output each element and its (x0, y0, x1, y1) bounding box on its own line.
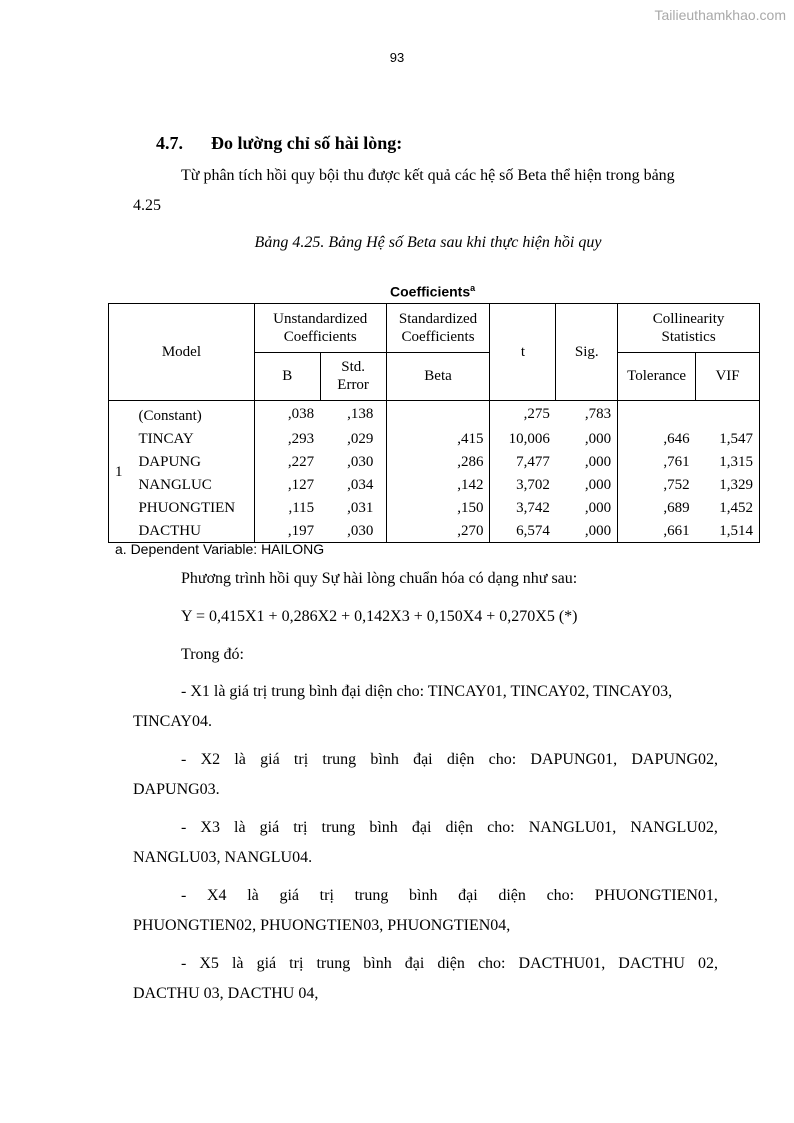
cell-t: 3,742 (516, 499, 550, 516)
word: đại (404, 955, 425, 972)
section-number: 4.7. (156, 133, 183, 153)
word: giá (256, 955, 277, 972)
cell-sig: ,000 (556, 496, 618, 519)
table-title (390, 283, 475, 300)
word: diện (445, 819, 474, 836)
word: DACTHU01, (518, 955, 606, 972)
x4-line-1 (181, 888, 718, 904)
word: là (231, 955, 244, 972)
word: trị (319, 887, 334, 904)
table-row (109, 473, 760, 496)
x1-line-2: TINCAY04. (133, 713, 212, 730)
cell-se: ,030 (320, 450, 386, 473)
cell-se: ,034 (320, 473, 386, 496)
x5-line-2: DACTHU 03, DACTHU 04, (133, 985, 319, 1002)
word: diện (498, 887, 526, 904)
word: giá (260, 751, 280, 768)
header-model: Model (109, 304, 255, 401)
cell-b: ,038 (287, 406, 315, 422)
cell-sig: ,000 (556, 473, 618, 496)
word: X3 (200, 819, 220, 836)
header-unstandardized: Unstandardized Coefficients (254, 304, 386, 353)
cell-tol: ,689 (663, 499, 690, 516)
word: bình (363, 955, 392, 972)
cell-vif: 1,547 (696, 427, 760, 450)
section-title: Đo lường chỉ số hài lòng: (211, 133, 403, 153)
word: DAPUNG02, (631, 751, 718, 768)
cell-vif (696, 401, 760, 428)
word: diện (446, 751, 475, 768)
header-sig: Sig. (556, 304, 618, 401)
word: cho: (488, 751, 517, 768)
word: cho: (546, 887, 575, 904)
intro-line-2: 4.25 (133, 197, 161, 214)
word: giá (279, 887, 299, 904)
cell-t: 3,702 (516, 476, 550, 493)
cell-se: ,138 (320, 401, 386, 428)
word: X2 (200, 751, 221, 768)
word: diện (437, 955, 465, 972)
cell-beta: ,286 (386, 450, 490, 473)
word: trung (321, 819, 356, 836)
table-title-text: Coefficients (390, 283, 471, 300)
word: đại (411, 819, 432, 836)
where-label: Trong đó: (181, 646, 244, 663)
cell-sig: ,000 (556, 450, 618, 473)
word: X4 (207, 887, 227, 904)
cell-sig: ,783 (556, 401, 618, 428)
cell-beta: ,150 (386, 496, 490, 519)
watermark: Tailieuthamkhao.com (654, 7, 786, 23)
table-caption: Bảng 4.25. Bảng Hệ số Beta sau khi thực hiện hồi quy (254, 234, 602, 251)
header-standardized: Standardized Coefficients (386, 304, 490, 353)
word: trung (316, 955, 351, 972)
word: đại (458, 887, 478, 904)
word: là (234, 819, 246, 836)
equation: Y = 0,415X1 + 0,286X2 + 0,142X3 + 0,150X4 + 0,270X5 (*) (181, 608, 578, 625)
cell-b: ,293 (287, 430, 315, 447)
word: - (181, 751, 187, 768)
cell-beta: ,415 (386, 427, 490, 450)
word: bình (370, 751, 399, 768)
cell-beta (386, 401, 490, 428)
word: - (181, 819, 187, 836)
word: trung (322, 751, 357, 768)
cell-vif: 1,329 (696, 473, 760, 496)
cell-b: ,227 (287, 453, 315, 470)
word: bình (369, 819, 398, 836)
cell-t: ,275 (523, 406, 550, 422)
table-row (109, 401, 760, 428)
section-heading (156, 133, 402, 154)
x2-line-2: DAPUNG03. (133, 781, 220, 798)
header-collinearity: Collinearity Statistics (618, 304, 760, 353)
cell-se: ,029 (320, 427, 386, 450)
word: giá (259, 819, 280, 836)
intro-line-1: Từ phân tích hồi quy bội thu được kết quả các hệ số Beta thể hiện trong bảng (181, 167, 675, 184)
cell-vif: 1,514 (696, 519, 760, 543)
cell-tol: ,752 (663, 476, 690, 493)
word: 02, (697, 955, 718, 972)
word: trị (293, 819, 308, 836)
table-row (109, 496, 760, 519)
x4-line-2: PHUONGTIEN02, PHUONGTIEN03, PHUONGTIEN04, (133, 917, 511, 934)
table-row (109, 450, 760, 473)
row-name: TINCAY (132, 427, 254, 450)
word: là (247, 887, 259, 904)
word: DACTHU (618, 955, 685, 972)
table-note: a. Dependent Variable: HAILONG (115, 541, 325, 557)
x1-line-1: - X1 là giá trị trung bình đại diện cho: TINCAY01, TINCAY02, TINCAY03, (181, 683, 673, 700)
word: NANGLU02, (630, 819, 718, 836)
cell-se: ,030 (320, 519, 386, 543)
paragraph-1: Phương trình hồi quy Sự hài lòng chuẩn hóa có dạng như sau: (181, 570, 578, 587)
x5-line-1 (181, 956, 718, 972)
table-row (109, 519, 760, 543)
cell-b: ,115 (288, 499, 315, 516)
cell-beta: ,270 (386, 519, 490, 543)
x2-line-1 (181, 752, 718, 768)
word: - (181, 955, 187, 972)
header-b: B (254, 352, 320, 401)
row-name: PHUONGTIEN (132, 496, 254, 519)
cell-b: ,197 (254, 519, 320, 543)
page-number: 93 (389, 50, 405, 65)
header-tolerance: Tolerance (618, 352, 696, 401)
table-row (109, 427, 760, 450)
word: cho: (477, 955, 506, 972)
word: NANGLU01, (528, 819, 617, 836)
header-t: t (490, 304, 556, 401)
word: trị (289, 955, 304, 972)
word: X5 (199, 955, 219, 972)
cell-t: 7,477 (516, 453, 550, 470)
word: trung (354, 887, 389, 904)
model-number: 1 (109, 401, 133, 543)
word: trị (293, 751, 309, 768)
x3-line-2: NANGLU03, NANGLU04. (133, 849, 313, 866)
cell-b: ,127 (287, 476, 315, 493)
cell-tol: ,761 (663, 453, 690, 470)
header-beta: Beta (386, 352, 490, 401)
word: cho: (487, 819, 515, 836)
cell-vif: 1,452 (696, 496, 760, 519)
cell-t: 10,006 (508, 430, 550, 447)
word: DAPUNG01, (530, 751, 618, 768)
cell-beta: ,142 (386, 473, 490, 496)
cell-sig: ,000 (556, 427, 618, 450)
word: bình (409, 887, 438, 904)
cell-tol: ,661 (618, 519, 696, 543)
row-name: DAPUNG (132, 450, 254, 473)
header-vif: VIF (696, 352, 760, 401)
cell-tol: ,646 (663, 430, 690, 447)
cell-vif: 1,315 (696, 450, 760, 473)
x3-line-1 (181, 820, 718, 836)
cell-sig: ,000 (556, 519, 618, 543)
word: đại (413, 751, 433, 768)
cell-t: 6,574 (490, 519, 556, 543)
word: - (181, 887, 187, 904)
word: PHUONGTIEN01, (594, 887, 718, 904)
row-name: (Constant) (132, 401, 254, 428)
header-std-error: Std. Error (320, 352, 386, 401)
coefficients-table (108, 303, 760, 543)
cell-tol (618, 401, 696, 428)
table-title-sup: a (470, 283, 476, 293)
row-name: NANGLUC (132, 473, 254, 496)
row-name: DACTHU (132, 519, 254, 543)
word: là (234, 751, 246, 768)
cell-se: ,031 (320, 496, 386, 519)
